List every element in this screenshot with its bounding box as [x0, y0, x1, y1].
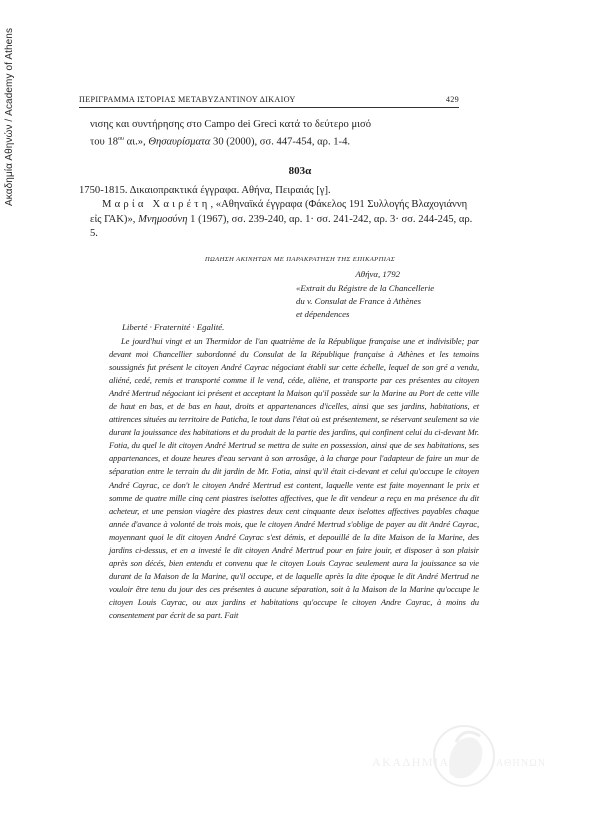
continuation-line-2: του $18^{o\upsilon}$ αι.», Θησαυρίσματα 30 (2000), σσ. 447-454, αρ. 1-4. — [90, 136, 351, 148]
watermark-text-left: ΑΚΑΔΗΜΙΑ — [372, 755, 450, 769]
page-number: 429 — [445, 95, 459, 104]
extrait-line: et dépendences — [296, 309, 350, 319]
header-rule — [79, 107, 459, 108]
journal-title: Θησαυρίσματα — [148, 136, 211, 148]
watermark-text-right: ΑΘΗΝΩΝ — [496, 758, 547, 769]
previous-entry-continuation — [90, 118, 470, 150]
athena-head-icon — [449, 737, 482, 778]
motto: Liberté · Fraternité · Egalité. — [122, 322, 225, 332]
document-body: Le jourd'hui vingt et un Thermidor de l'an quatrième de la République française une et indivisible; par devant moi Chancellier subordonné du Consulat de la République française à Athènes et les temoins soussignés fut présent le citoyen André Cayrac négociant établi sur cette échelle, lequel de son gré a vendu, aliéné, cedé, remis et transporté comme il le vend, céde, aliène, et transporte par ces présentes au citoyen André Mertrud négociant ici présent et acceptant la Maison qu'il possède sur la Marine au Port de cette ville de haut en bas, et de bas en haut, droits et appartenances d'icelles, ainsi que ses jardins, habitations, et attirences situées au territoire de Paticha, le tout dans l'état où est présentement, se réservant seulement sa vie durant la jouissance des habitations et du produit de la partie des jardins, qui confinent celui du ci-devant Mr. Fotia, du quel le dit citoyen André Mertrud se mettra de suite en possession, ainsi que de ses habitations, ses appartenances, et douze heures d'eau servant à son arrosâge, à la charge pour l'adapteur de faire un mur de séparation entre le terrain du dit jardin de Mr. Fotia, ainsi qu'il était ci-devant et celui qu'occupe le citoyen André Cayrac, ce don't le citoyen André Mertrud est content, laquelle vente est faite moyennant le prix et somme de quatre mille cinq cent piastres iselottes affectives, que le dit vendeur a reçu en ma présence du dit acheteur, et une pension viagère des piastres deux cent cinquante deux iselottes affectives payables chaque année d'avance à volonté de trois mois, que le citoyen André Mertrud s'oblige de payer au dit André Cayrac, moyennant quoi le dit citoyen André Cayrac s'est démis, et depouillé de la dite Maison de la Marine, des jardins ci-dessus, et en a investé le dit citoyen André Mertrud pour en faire jouir, et disposer à son plaisir après son décés, bien entendu et convenu que le citoyen Louis Cayrac seulement aura la jouissance sa vie durant de la Maison de la Marine, qu'il occupe, et de laquelle après la dite époque le dit André Mertrud ne vouloir être tenu du jour des ces présentes à aucune séparation, soit à la Maison de la Marine qu'occupe le citoyen Louis Cayrac, ou aux jardins et habitations qu'occupe le citoyen Andre Cayrac, à moins du consentement par écrit de sa part. Fait — [109, 336, 479, 620]
entry-reference: Μαρία Χαιρέτη, «Αθηναϊκά έγγραφα (Φάκελος 191 Συλλογής Βλαχογιάννη εἰς ΓΑΚ)», Μνημοσύνη 1 (1967), σσ. 239-240, αρ. 1· σσ. 241-242, αρ. 3· σσ. 244-245, αρ. 5. — [90, 199, 473, 239]
seal-ring — [434, 726, 494, 786]
extrait-block — [296, 282, 486, 321]
extrait-line: du v. Consulat de France à Athènes — [296, 296, 422, 306]
author-name: Μαρία Χαιρέτη — [102, 199, 211, 210]
document-title: ΠΩΛΗΣΗ ΑΚΙΝΗΤΩΝ ΜΕ ΠΑΡΑΚΡΑΤΗΣΗ ΤΗΣ ΕΠΙΚΑΡΠΙΑΣ — [204, 256, 396, 263]
archive-side-label: Ακαδημία Αθηνών / Academy of Athens — [4, 28, 15, 207]
document-place-date: Αθήνα, 1792 — [355, 269, 400, 279]
running-header-title: ΠΕΡΙΓΡΑΜΜΑ ΙΣΤΟΡΙΑΣ ΜΕΤΑΒΥΖΑΝΤΙΝΟΥ ΔΙΚΑΙΟΥ — [79, 95, 296, 104]
helmet-crest — [456, 732, 480, 742]
continuation-line-1: νισης και συντήρησης στο Campo dei Greci κατά το δεύτερο μισό — [90, 119, 372, 130]
journal-title: Μνημοσύνη — [138, 213, 188, 225]
academy-watermark — [368, 722, 553, 802]
running-header — [79, 95, 459, 104]
entry-heading: 1750-1815. Δικαιοπρακτικά έγγραφα. Αθήνα, Πειραιάς [γ]. — [79, 185, 331, 196]
superscript: ου — [118, 136, 125, 142]
entry-number: 803α — [288, 165, 312, 177]
extrait-line: «Extrait du Régistre de la Chancellerie — [296, 283, 435, 293]
